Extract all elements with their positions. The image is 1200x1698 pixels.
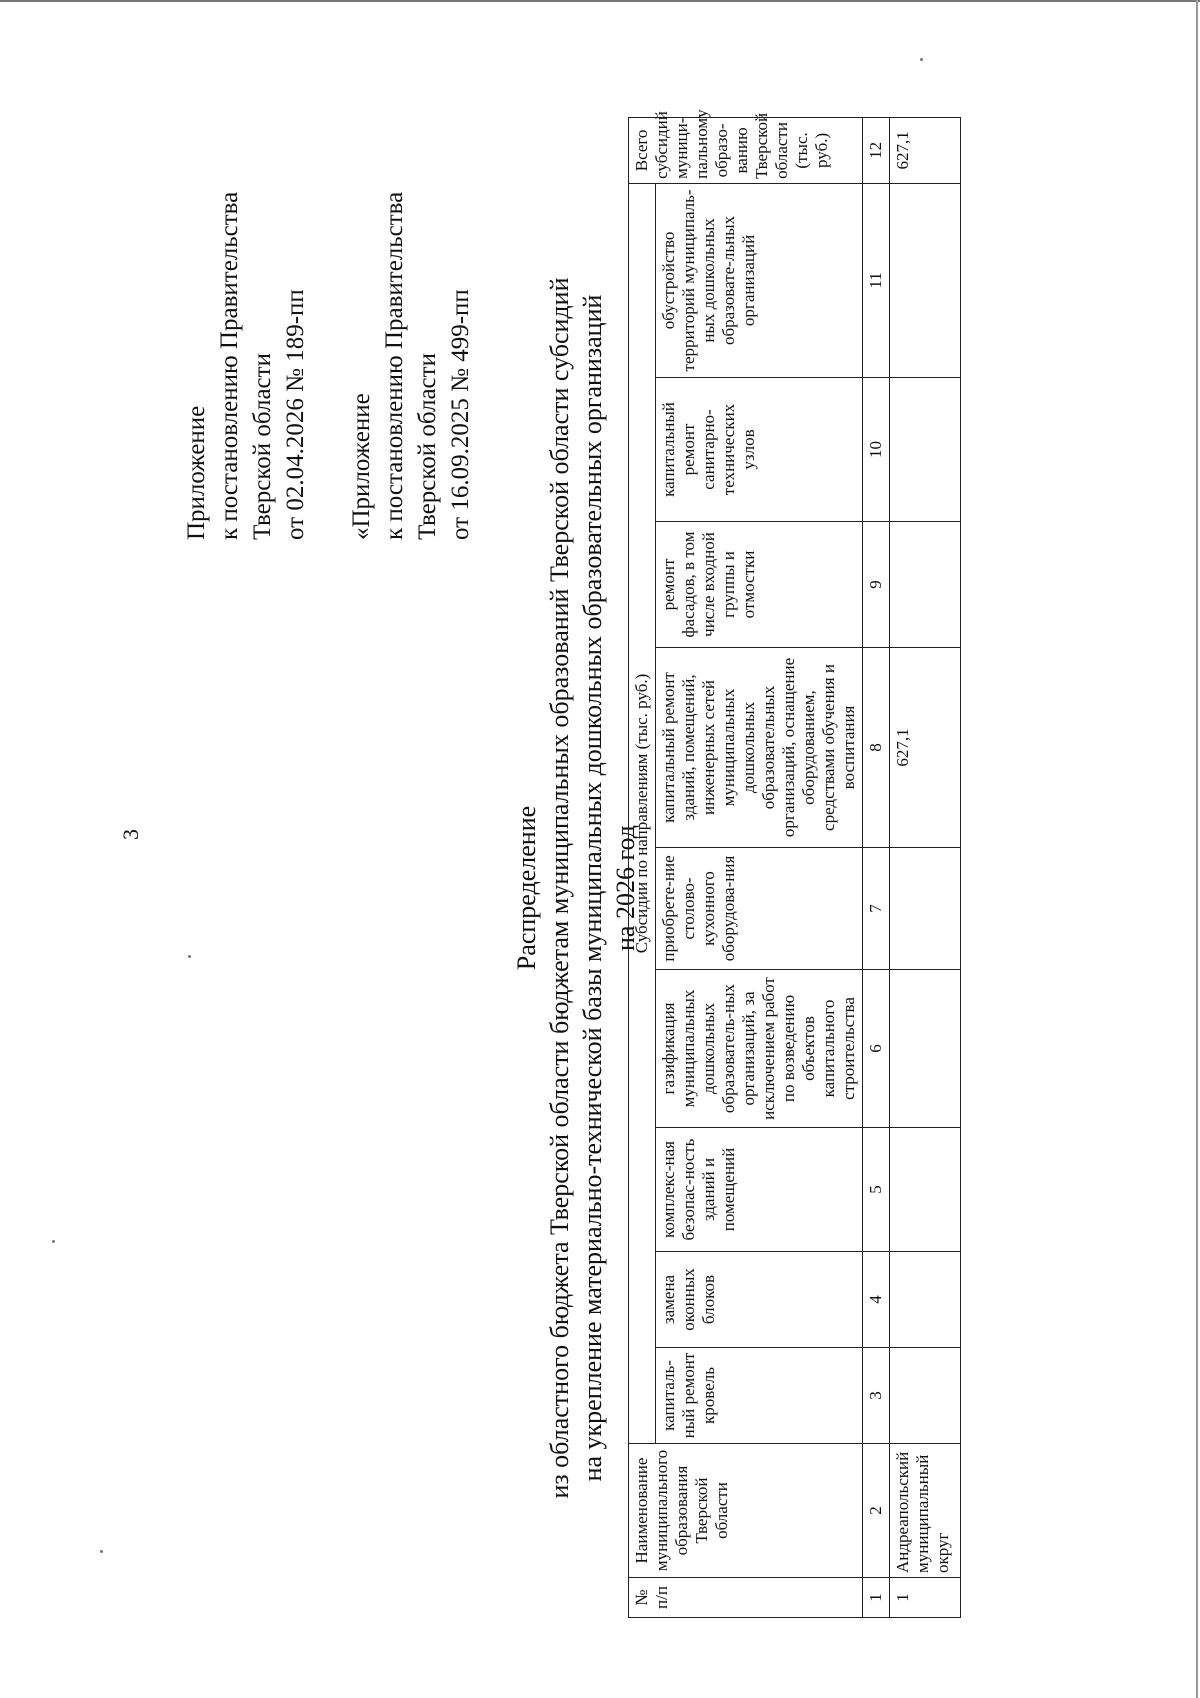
header-line: от 02.04.2026 № 189-пп — [282, 289, 309, 540]
title-line: из областного бюджета Тверской области бюджетам муниципальных образований Тверской области субсидий — [545, 277, 574, 1499]
row-total: 627,1 — [890, 117, 961, 183]
document-title — [510, 138, 642, 1638]
column-number: 1 — [863, 1578, 890, 1618]
column-number: 5 — [863, 1128, 890, 1252]
row-value — [890, 970, 961, 1128]
table-header-row — [629, 117, 656, 1617]
column-number: 9 — [863, 522, 890, 648]
subsidies-table — [628, 109, 961, 1618]
subheader-cell: капиталь-ный ремонт кровель — [656, 1348, 863, 1444]
table-subheader-row — [656, 117, 863, 1617]
row-value — [890, 378, 961, 522]
row-value — [890, 1348, 961, 1444]
header-no: № п/п — [629, 1578, 863, 1618]
row-municipality: Андреапольский муниципальный округ — [890, 1444, 961, 1578]
subheader-cell: приобрете-ние столово-кухонного оборудова-ния — [656, 848, 863, 970]
column-number: 2 — [863, 1444, 890, 1578]
subheader-cell: газификация муниципальных дошкольных образователь-ных организаций, за исключением работ по возведению объектов капитального строительства — [656, 970, 863, 1128]
header-line: Приложение — [183, 405, 210, 540]
header-line: «Приложение — [348, 393, 375, 540]
header-line: от 16.09.2025 № 499-пп — [447, 289, 474, 540]
title-line: на 2026 год — [611, 825, 640, 951]
column-number: 12 — [863, 117, 890, 183]
column-number: 6 — [863, 970, 890, 1128]
title-line: на укрепление материально-технической базы муниципальных дошкольных образовательных организаций — [578, 294, 607, 1482]
column-number: 11 — [863, 183, 890, 377]
header-line: Тверской области — [414, 353, 441, 540]
header-name: Наименование муниципального образования Тверской области — [629, 1444, 863, 1578]
row-value — [890, 1128, 961, 1252]
subheader-cell: ремонт фасадов, в том числе входной группы и отмостки — [656, 522, 863, 648]
subheader-cell: обустройство территорий муниципаль-ных дошкольных образовате-льных организаций — [656, 183, 863, 377]
page-number: 3 — [118, 829, 143, 840]
column-number: 4 — [863, 1252, 890, 1348]
table-row — [890, 117, 961, 1617]
row-value — [890, 183, 961, 377]
title-line: Распределение — [512, 805, 541, 971]
subheader-cell: капитальный ремонт зданий, помещений, инженерных сетей муниципальных дошкольных образовательных организаций, оснащение оборудованием, средствами обучения и воспитания — [656, 648, 863, 848]
header-group: Субсидии по направлениям (тыс. руб.) — [629, 183, 656, 1443]
scan-speck — [920, 58, 923, 61]
subheader-cell: комплекс-ная безопас-ность зданий и помещений — [656, 1128, 863, 1252]
row-value: 627,1 — [890, 648, 961, 848]
row-value — [890, 848, 961, 970]
column-number: 3 — [863, 1348, 890, 1444]
row-value — [890, 1252, 961, 1348]
column-number: 10 — [863, 378, 890, 522]
column-number: 8 — [863, 648, 890, 848]
appendix-header — [180, 20, 477, 540]
column-number: 7 — [863, 848, 890, 970]
scan-speck — [52, 1240, 55, 1243]
header-line: Тверской области — [249, 353, 276, 540]
scan-speck — [188, 955, 191, 958]
subheader-cell: капитальный ремонт санитарно-технических узлов — [656, 378, 863, 522]
column-number-row — [863, 117, 890, 1617]
header-line: к постановлению Правительства — [381, 191, 408, 540]
header-total: Всего субсидий муници-пальному образо-ванию Тверской области (тыс. руб.) — [629, 117, 863, 183]
header-line: к постановлению Правительства — [216, 191, 243, 540]
scan-speck — [100, 1550, 103, 1553]
row-value — [890, 522, 961, 648]
subheader-cell: замена оконных блоков — [656, 1252, 863, 1348]
row-no: 1 — [890, 1578, 961, 1618]
